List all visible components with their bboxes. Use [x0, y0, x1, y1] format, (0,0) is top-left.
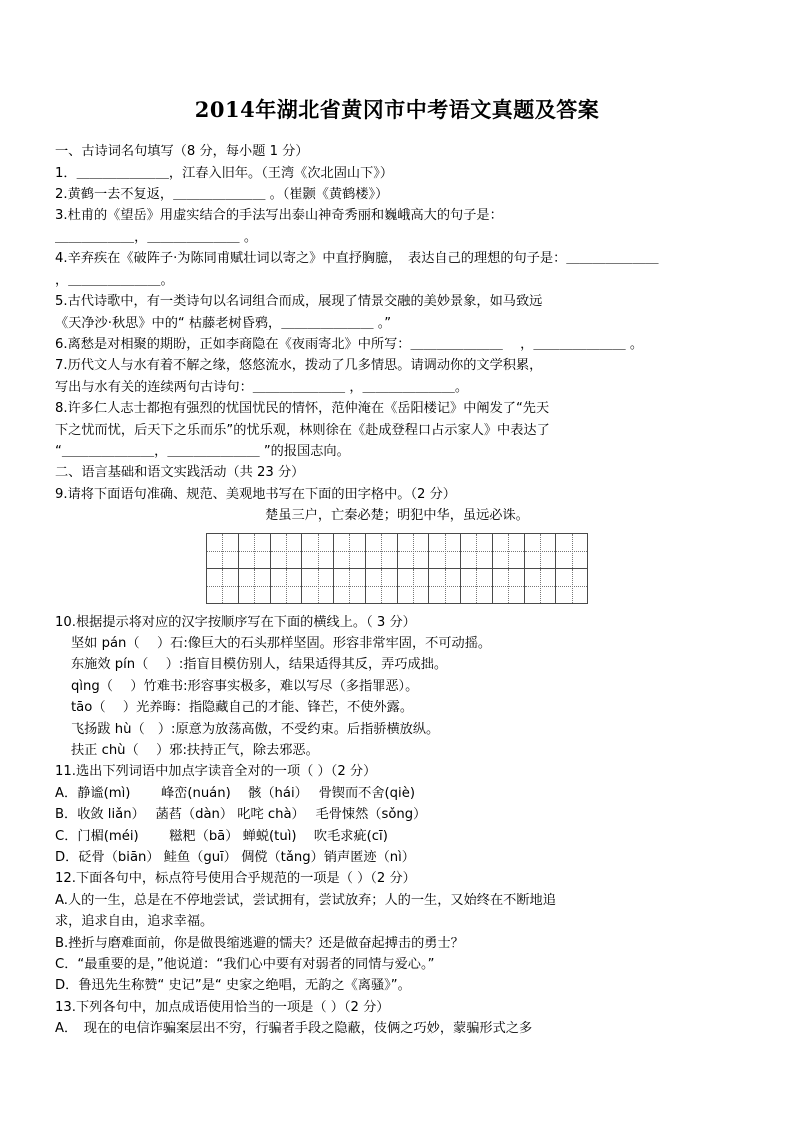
q10-item-1: 坚如 pán（ ）石:像巨大的石头那样坚固。形容非常牢固，不可动摇。 — [71, 635, 492, 651]
q7-line-cont: 写出与水有关的连续两句古诗句：＿＿＿＿＿＿＿ ，＿＿＿＿＿＿＿。 — [55, 379, 469, 395]
q12-option-d[interactable]: D．鲁迅先生称赞“ 史记”是“ 史家之绝唱，无韵之《离骚》”。 — [55, 978, 411, 994]
q10-prompt: 10.根据提示将对应的汉字按顺序写在下面的横线上。（ 3 分） — [55, 614, 416, 630]
q11-option-b[interactable]: B．收敛 liǎn） 菡萏（dàn） 叱咤 chà） 毛骨悚然（sǒng） — [55, 807, 427, 823]
q3-blank-line: ＿＿＿＿＿＿，＿＿＿＿＿＿＿ 。 — [55, 229, 258, 245]
tianzige-cell[interactable] — [556, 569, 588, 604]
tianzige-cell[interactable] — [398, 534, 430, 569]
tianzige-cell[interactable] — [429, 569, 461, 604]
section-one-heading: 一、古诗词名句填写（8 分，每小题 1 分） — [55, 144, 309, 160]
tianzige-cell[interactable] — [461, 569, 493, 604]
tianzige-cell[interactable] — [525, 569, 557, 604]
tianzige-cell[interactable] — [366, 569, 398, 604]
q9-sentence: 楚虽三户，亡秦必楚；明犯中华，虽远必诛。 — [265, 508, 529, 524]
q12-option-b[interactable]: B.挫折与磨难面前，你是做畏缩逃避的懦夫？还是做奋起搏击的勇士？ — [55, 935, 464, 951]
q3-line: 3.杜甫的《望岳》用虚实结合的手法写出泰山神奇秀丽和巍峨高大的句子是： — [55, 208, 503, 224]
q10-item-5: 飞扬跋 hù（ ）:原意为放荡高傲，不受约束。后指骄横放纵。 — [71, 721, 440, 737]
q11-prompt: 11.选出下列词语中加点字读音全对的一项（ ）（2 分） — [55, 764, 377, 780]
tianzige-cell[interactable] — [398, 569, 430, 604]
tianzige-cell[interactable] — [207, 534, 239, 569]
q12-option-a-cont: 求，追求自由，追求幸福。 — [55, 914, 214, 930]
tianzige-cell[interactable] — [429, 534, 461, 569]
section-two-heading: 二、语言基础和语文实践活动（共 23 分） — [55, 465, 305, 481]
q4-blank-line: ，＿＿＿＿＿＿＿。 — [55, 272, 174, 288]
page-title: 2014年湖北省黄冈市中考语文真题及答案 — [194, 97, 600, 122]
tianzige-grid-wrap — [55, 533, 739, 604]
q11-option-d[interactable]: D．砭骨（biān） 鲑鱼（guī） 倜傥（tǎng）销声匿迹（nì） — [55, 850, 415, 866]
q13-option-a[interactable]: A． 现在的电信诈骗案层出不穷，行骗者手段之隐蔽，伎俩之巧妙，蒙骗形式之多 — [55, 1021, 533, 1037]
tianzige-cell[interactable] — [239, 534, 271, 569]
q1-line: 1．＿＿＿＿＿＿＿，江春入旧年。（王湾《次北固山下》） — [55, 165, 394, 181]
tianzige-cell[interactable] — [366, 534, 398, 569]
q10-item-2: 东施效 pín（ ）:指盲目模仿别人，结果适得其反，弄巧成拙。 — [71, 657, 448, 673]
q12-option-c[interactable]: C．“最重要的是，”他说道：“我们心中要有对弱者的同情与爱心。” — [55, 957, 435, 973]
tianzige-cell[interactable] — [493, 534, 525, 569]
q4-line: 4.辛弃疾在《破阵子·为陈同甫赋壮词以寄之》中直抒胸臆， 表达自己的理想的句子是：＿＿＿＿＿＿＿ — [55, 251, 659, 267]
q9-prompt: 9.请将下面语句准确、规范、美观地书写在下面的田字格中。（2 分） — [55, 486, 456, 502]
q2-line: 2.黄鹤一去不复返，＿＿＿＿＿＿＿ 。（崔颢《黄鹤楼》） — [55, 187, 389, 203]
q11-option-a[interactable]: A．静谧(mì) 峰峦(nuán) 骸（hái） 骨锲而不舍(qiè) — [55, 785, 415, 801]
q8-line: 8.许多仁人志士都抱有强烈的忧国忧民的情怀，范仲淹在《岳阳楼记》中阐发了“先天 — [55, 401, 550, 417]
q6-line: 6.离愁是对相聚的期盼，正如李商隐在《夜雨寄北》中所写：＿＿＿＿＿＿＿ ，＿＿＿＿＿＿＿ 。 — [55, 336, 644, 352]
tianzige-cell[interactable] — [461, 534, 493, 569]
q7-line: 7.历代文人与水有着不解之缘，悠悠流水，拨动了几多情思。请调动你的文学积累， — [55, 358, 543, 374]
q12-option-a[interactable]: A.人的一生，总是在不停地尝试，尝试拥有，尝试放弃；人的一生，又始终在不断地追 — [55, 892, 556, 908]
tianzige-cell[interactable] — [302, 534, 334, 569]
q12-prompt: 12.下面各句中，标点符号使用合乎规范的一项是（ ）（2 分） — [55, 871, 416, 887]
tianzige-cell[interactable] — [493, 569, 525, 604]
q13-prompt: 13.下列各句中，加点成语使用恰当的一项是（ ）（2 分） — [55, 999, 390, 1015]
q10-item-3: qìng（ ）竹难书:形容事实极多，难以写尽（多指罪恶）。 — [71, 678, 419, 694]
q8-line-cont: 下之忧而忧，后天下之乐而乐”的忧乐观，林则徐在《赴成登程口占示家人》中表达了 — [55, 422, 550, 438]
q5-line: 5.古代诗歌中，有一类诗句以名词组合而成，展现了情景交融的美妙景象，如马致远 — [55, 294, 543, 310]
tianzige-cell[interactable] — [271, 569, 303, 604]
q5-line-cont: 《天净沙·秋思》中的“ 枯藤老树昏鸦，＿＿＿＿＿＿＿ 。” — [55, 315, 392, 331]
q10-item-6: 扶正 chù（ ）邪:扶持正气，除去邪恶。 — [71, 743, 319, 758]
tianzige-cell[interactable] — [334, 569, 366, 604]
q8-blank-line: “＿＿＿＿＿＿＿，＿＿＿＿＿＿＿ ”的报国志向。 — [55, 443, 350, 459]
q10-item-4: tāo（ ）光养晦：指隐藏自己的才能、锋芒，不使外露。 — [71, 700, 414, 716]
tianzige-cell[interactable] — [525, 534, 557, 569]
tianzige-cell[interactable] — [239, 569, 271, 604]
tianzige-cell[interactable] — [334, 534, 366, 569]
exam-body — [55, 141, 739, 1039]
tianzige-grid[interactable] — [206, 533, 588, 604]
tianzige-cell[interactable] — [556, 534, 588, 569]
tianzige-cell[interactable] — [271, 534, 303, 569]
q11-option-c[interactable]: C．门楣(méi) 糍粑（bā） 蝉蜕(tuì) 吹毛求疵(cī) — [55, 828, 388, 844]
tianzige-cell[interactable] — [207, 569, 239, 604]
tianzige-cell[interactable] — [302, 569, 334, 604]
